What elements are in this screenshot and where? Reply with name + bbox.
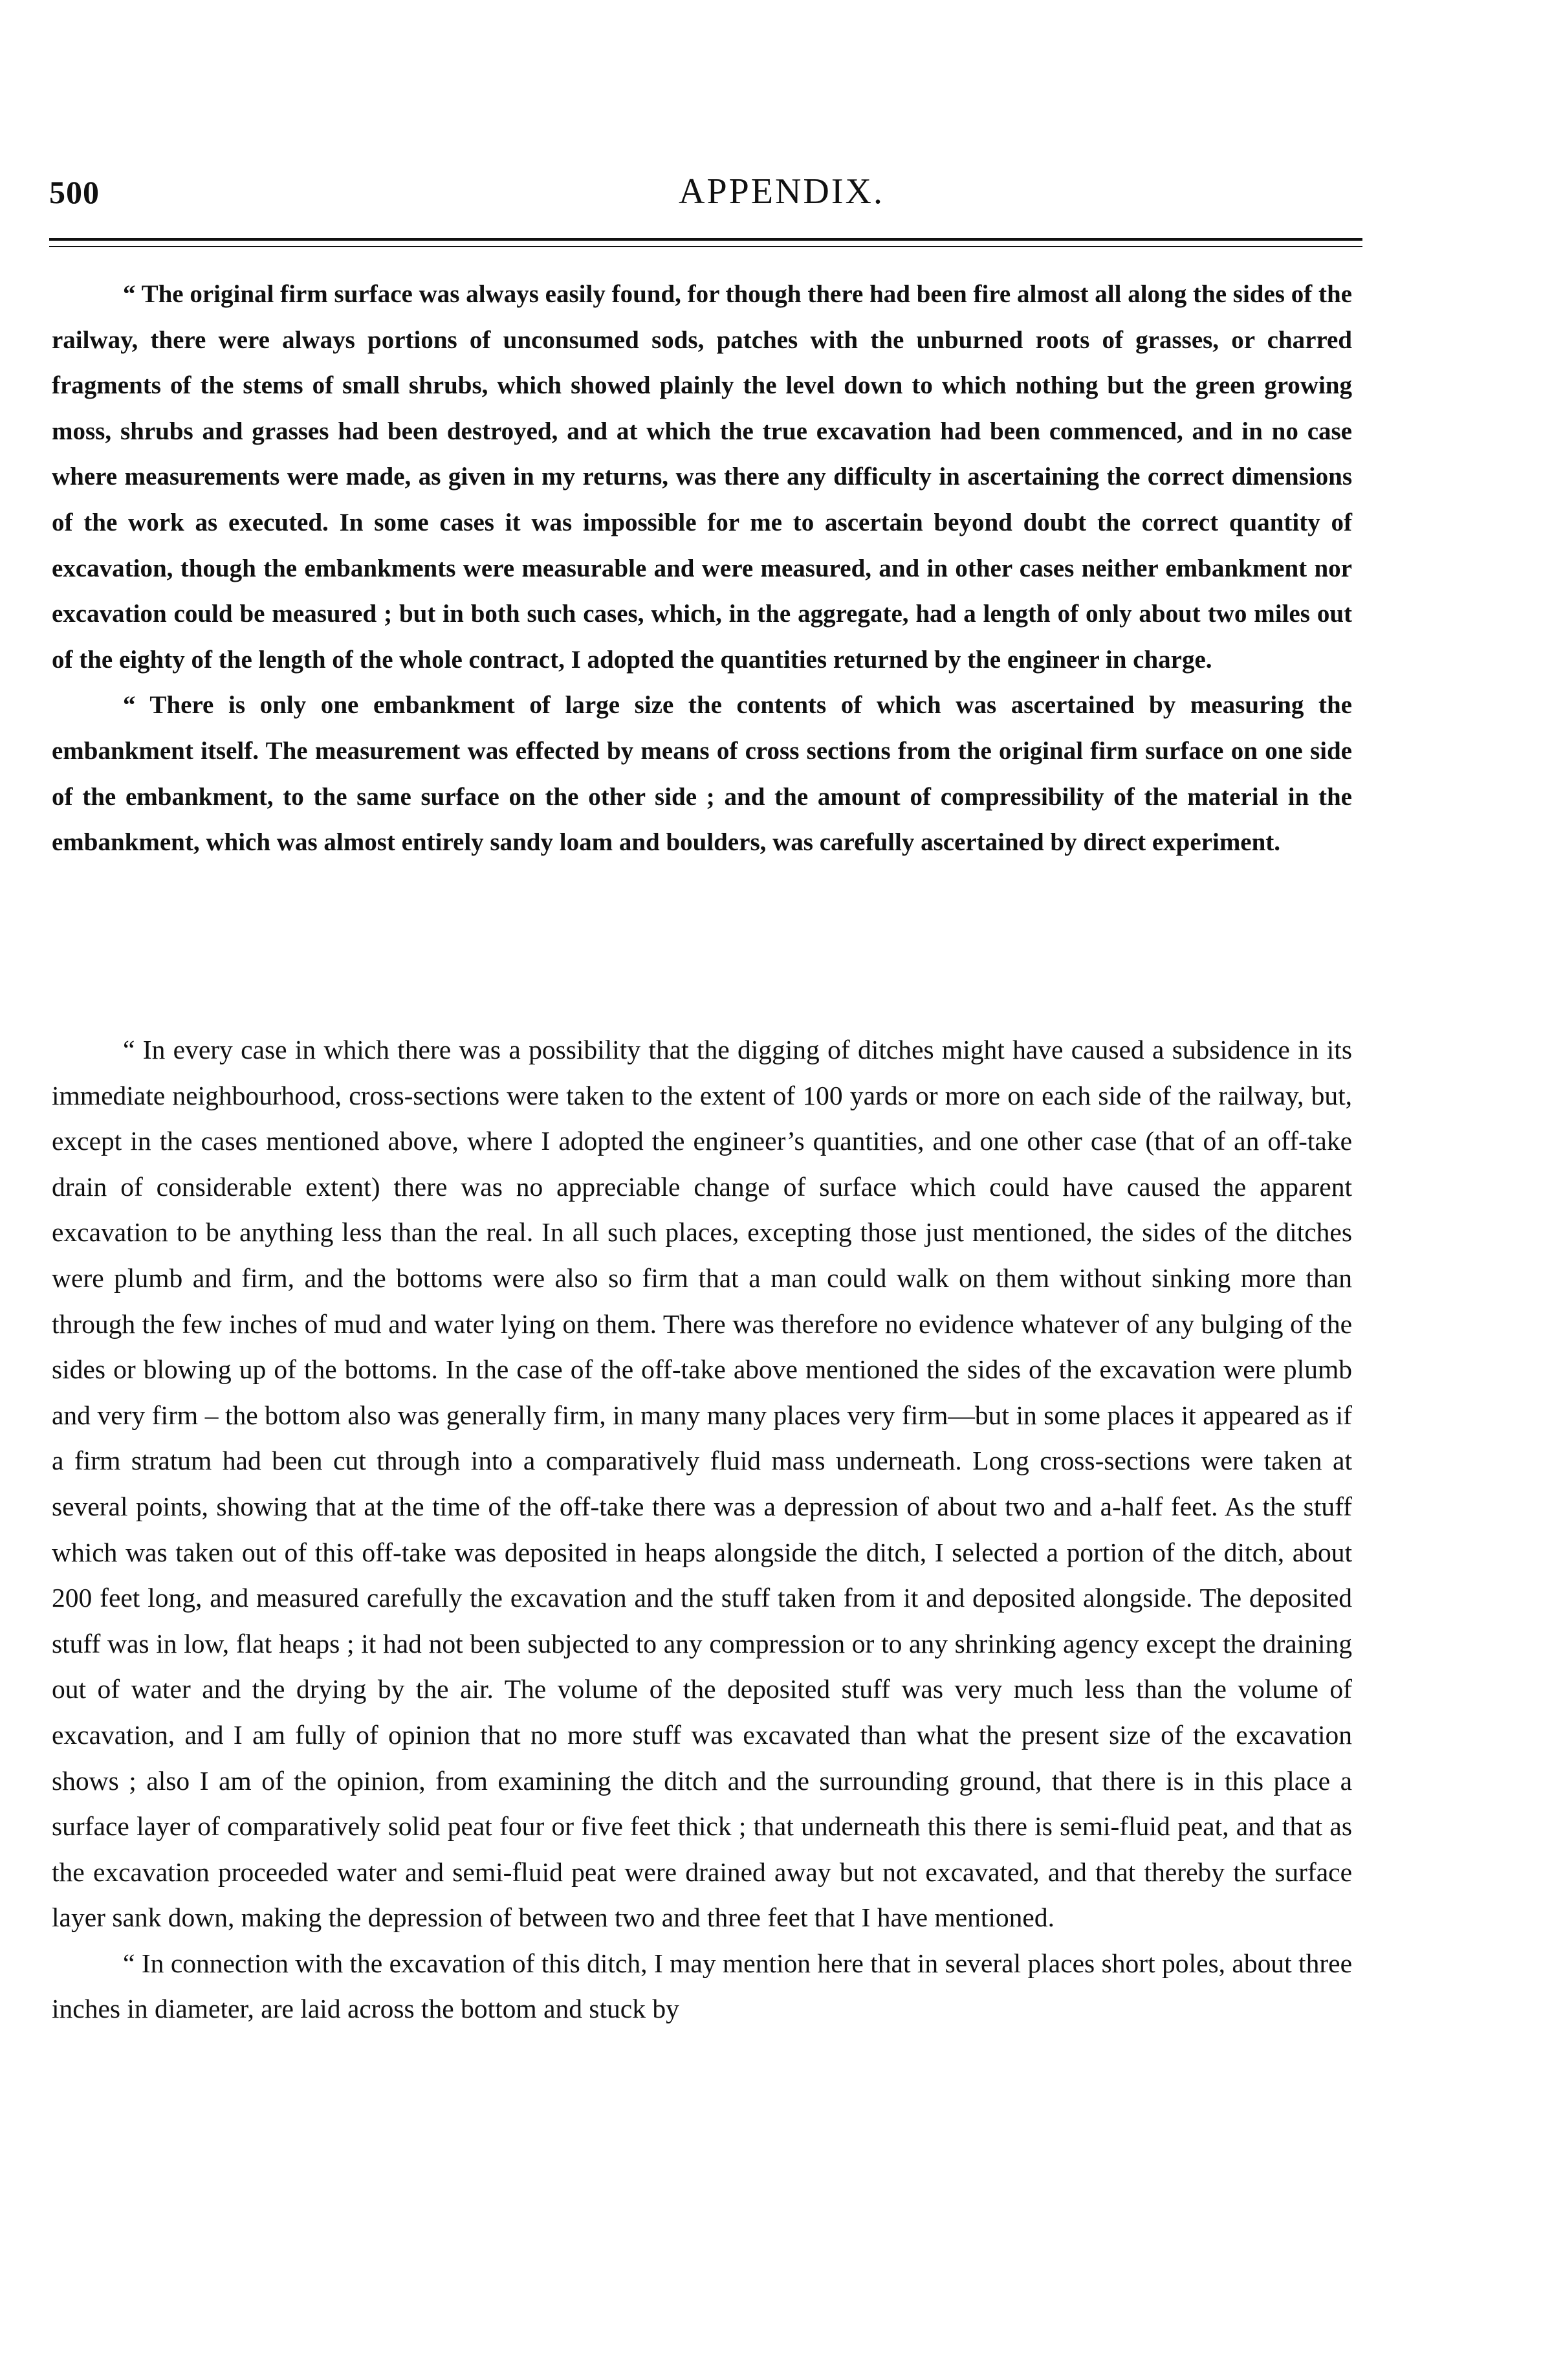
header-rule-thin — [49, 246, 1362, 247]
paragraph: “ In connection with the excavation of this ditch, I may mention here that in several places short poles, about three inches in diameter, are laid across the bottom and stuck by — [52, 1948, 1352, 2024]
body-text-bold — [52, 272, 1352, 866]
paragraph: “ In every case in which there was a possibility that the digging of ditches might have caused a subsidence in its immediate neighbourhood, cross-sections were taken to the extent of 100 yards or more on each side of the railway, but, except in the cases mentioned above, where I adopted the engineer’s quantities, and one other case (that of an off-take drain of considerable extent) there was no appreciable change of surface which could have caused the apparent excavation to be anything less than the real. In all such places, excepting those just mentioned, the sides of the ditches were plumb and firm, and the bottoms were also so firm that a man could walk on them without sinking more than through the few inches of mud and water lying on them. There was therefore no evidence whatever of any bulging of the sides or blowing up of the bottoms. In the case of the off-take above mentioned the sides of the excavation were plumb and very firm – the bottom also was generally firm, in many many places very firm—but in some places it appeared as if a firm stratum had been cut through into a comparatively fluid mass underneath. Long cross-sections were taken at several points, showing that at the time of the off-take there was a depression of about two and a-half feet. As the stuff which was taken out of this off-take was deposited in heaps alongside the ditch, I selected a portion of the ditch, about 200 feet long, and measured carefully the excavation and the stuff taken from it and deposited alongside. The deposited stuff was in low, flat heaps ; it had not been subjected to any compression or to any shrinking agency except the draining out of water and the drying by the air. The volume of the deposited stuff was very much less than the volume of excavation, and I am fully of opinion that no more stuff was excavated than what the present size of the excavation shows ; also I am of the opinion, from examining the ditch and the surrounding ground, that there is in this place a surface layer of comparatively solid peat four or five feet thick ; that underneath this there is semi-fluid peat, and that as the excavation proceeded water and semi-fluid peat were drained away but not excavated, and that thereby the surface layer sank down, making the depression of between two and three feet that I have mentioned. — [52, 1035, 1352, 1933]
running-head: APPENDIX. — [679, 171, 884, 212]
paragraph: “ The original firm surface was always easily found, for though there had been fire almost all along the sides of the railway, there were always portions of unconsumed sods, patches with the unburned roots of grasses, or charred fragments of the stems of small shrubs, which showed plainly the level down to which nothing but the green growing moss, shrubs and grasses had been destroyed, and at which the true excavation had been commenced, and in no case where measurements were made, as given in my returns, was there any difficulty in ascertaining the correct dimensions of the work as executed. In some cases it was impossible for me to ascertain beyond doubt the correct quantity of excavation, though the embankments were measurable and were measured, and in other cases neither embankment nor excavation could be measured ; but in both such cases, which, in the aggregate, had a length of only about two miles out of the eighty of the length of the whole contract, I adopted the quantities returned by the engineer in charge. — [52, 280, 1352, 674]
body-text-plain — [52, 1027, 1352, 2032]
paragraph: “ There is only one embankment of large size the contents of which was ascertained by measuring the embankment itself. The measurement was effected by means of cross sections from the original firm surface on one side of the embankment, to the same surface on the other side ; and the amount of compressibility of the material in the embankment, which was almost entirely sandy loam and boulders, was carefully ascertained by direct experiment. — [52, 691, 1352, 857]
header-rule-thick — [49, 238, 1362, 241]
page-number: 500 — [49, 174, 100, 210]
